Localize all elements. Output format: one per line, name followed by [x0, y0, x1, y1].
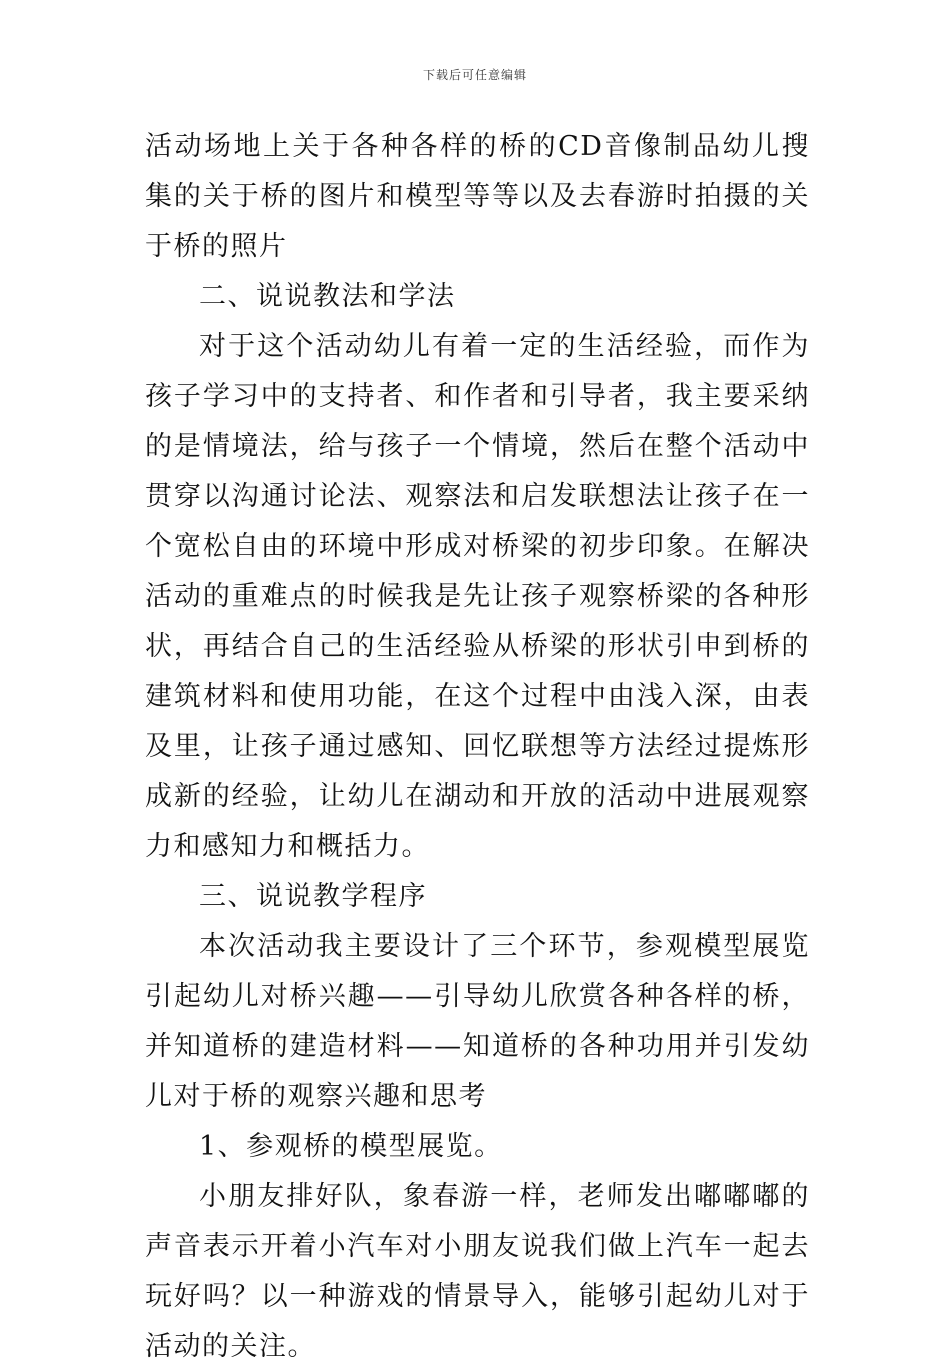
document-body	[145, 122, 810, 1372]
page-header: 下载后可任意编辑	[422, 68, 527, 82]
paragraph-methods: 对于这个活动幼儿有着一定的生活经验，而作为孩子学习中的支持者、和作者和引导者，我主要采纳的是情境法，给与孩子一个情境，然后在整个活动中贯穿以沟通讨论法、观察法和启发联想法让孩子在一个宽松自由的环境中形成对桥梁的初步印象。在解决活动的重难点的时候我是先让孩子观察桥梁的各种形状，再结合自己的生活经验从桥梁的形状引申到桥的建筑材料和使用功能，在这个过程中由浅入深，由表及里，让孩子通过感知、回忆联想等方法经过提炼形成新的经验，让幼儿在湖动和开放的活动中进展观察力和感知力和概括力。	[145, 331, 810, 862]
subheading-model-exhibition: 1、参观桥的模型展览。	[199, 1131, 503, 1162]
section-heading-procedure: 三、说说教学程序	[199, 881, 427, 912]
paragraph-exhibition: 小朋友排好队，象春游一样，老师发出嘟嘟嘟的声音表示开着小汽车对小朋友说我们做上汽车一起去玩好吗？以一种游戏的情景导入，能够引起幼儿对于活动的关注。	[145, 1181, 810, 1362]
paragraph-procedure: 本次活动我主要设计了三个环节，参观模型展览引起幼儿对桥兴趣——引导幼儿欣赏各种各样的桥，并知道桥的建造材料——知道桥的各种功用并引发幼儿对于桥的观察兴趣和思考	[145, 931, 810, 1112]
section-heading-methods: 二、说说教法和学法	[199, 281, 456, 312]
paragraph-materials: 活动场地上关于各种各样的桥的CD音像制品幼儿搜集的关于桥的图片和模型等等以及去春游时拍摄的关于桥的照片	[145, 131, 810, 262]
